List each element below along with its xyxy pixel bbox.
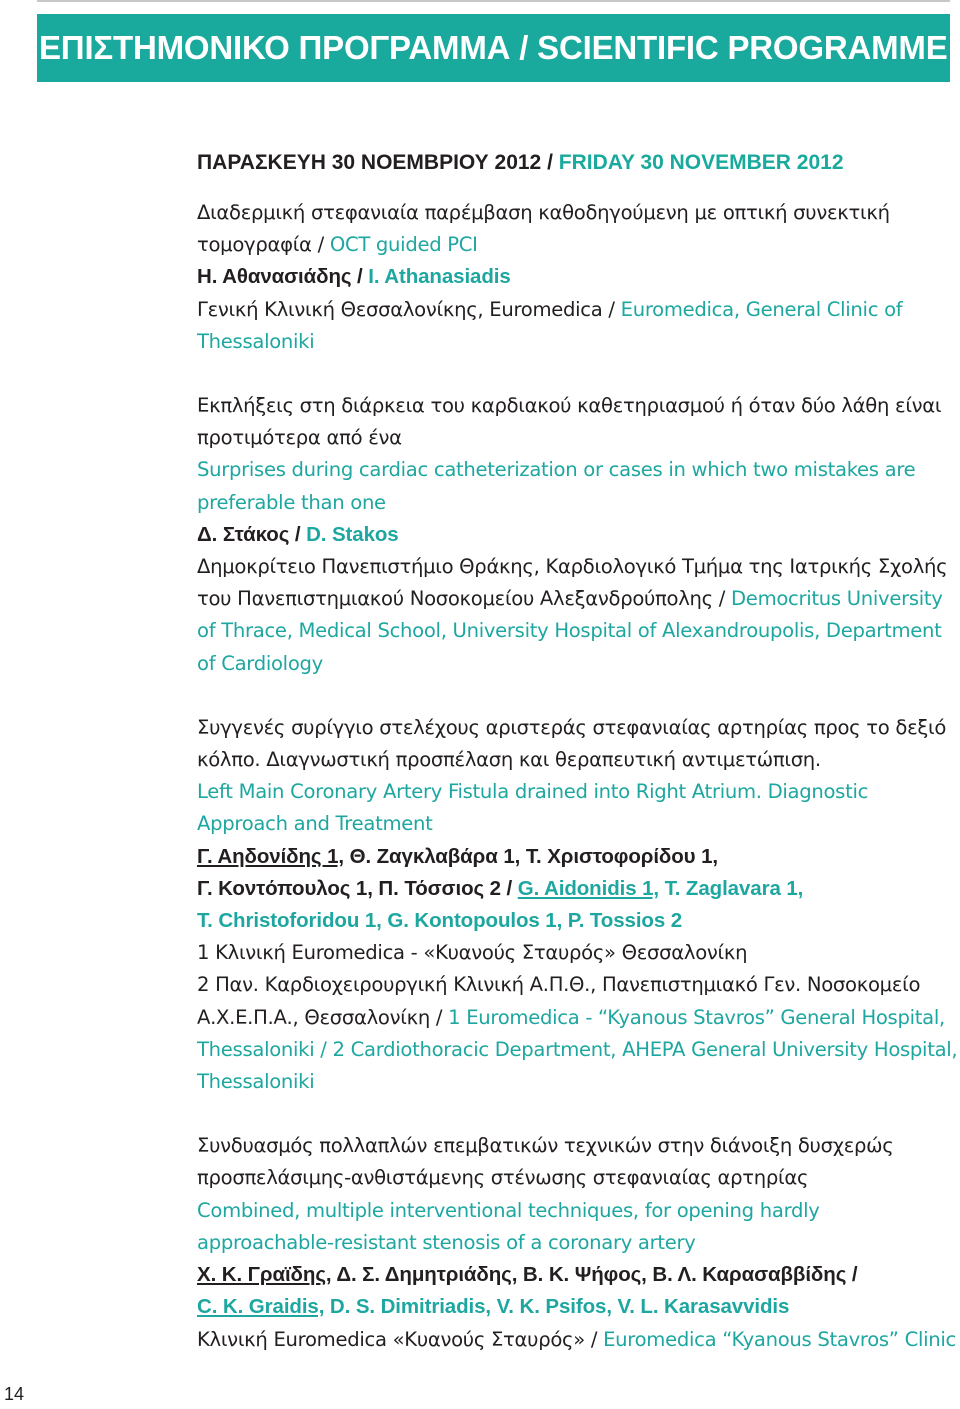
authors-en: D. Stakos [306, 522, 399, 546]
talk-4 [197, 1130, 956, 1355]
talk-title-gr: Συγγενές συρίγγιο στελέχους αριστεράς στεφανιαίας αρτηρίας προς το δεξιό [197, 715, 947, 739]
affiliation-gr: Γενική Κλινική Θεσσαλονίκης, Euromedica / [197, 297, 615, 321]
section-banner [37, 14, 950, 82]
authors-en: T. Christoforidou 1, G. Kontopoulos 1, P. Tossios 2 [197, 909, 683, 933]
talk-title-en: Left Main Coronary Artery Fistula drained into Right Atrium. Diagnostic [197, 780, 869, 804]
affiliation-gr: Δημοκρίτειο Πανεπιστήμιο Θράκης, Καρδιολογικό Τμήμα της Ιατρικής Σχολής [197, 555, 948, 579]
affiliation-gr: 1 Κλινική Euromedica - «Κυανούς Σταυρός» Θεσσαλονίκη [197, 941, 748, 965]
talk-title-en: approachable-resistant stenosis of a coronary artery [197, 1230, 696, 1254]
talk-authors [197, 1291, 949, 1323]
authors-en: D. S. Dimitriadis, V. K. Psifos, V. L. Karasavvidis [324, 1295, 790, 1319]
authors-gr: Δ. Στάκος / [197, 522, 307, 546]
talk-title-en: preferable than one [197, 490, 386, 514]
talk-title-gr: Διαδερμική στεφανιαία παρέμβαση καθοδηγούμενη με οπτική συνεκτική [197, 201, 890, 224]
authors-gr: Γ. Κοντόπουλος 1, Π. Τόσσιος 2 / [197, 876, 518, 900]
affiliation-en: Thessaloniki [197, 329, 315, 353]
talk-authors [197, 519, 949, 551]
affiliation-gr: Κλινική Euromedica «Κυανούς Σταυρός» / [197, 1327, 598, 1351]
affiliation-en: of Thrace, Medical School, University Hospital of Alexandroupolis, Department [197, 619, 942, 643]
talk-title-en: Approach and Treatment [197, 812, 433, 836]
affiliation-en: Euromedica “Kyanous Stavros” Clinic [597, 1327, 956, 1351]
authors-en: T. Zaglavara 1, [659, 876, 804, 900]
affiliation-gr: του Πανεπιστημιακού Νοσοκομείου Αλεξανδρούπολης / [197, 587, 726, 611]
author-underlined: G. Aidonidis 1, [517, 876, 659, 900]
talk-authors [197, 873, 949, 905]
affiliation-en: 1 Euromedica - “Kyanous Stavros” General Hospital, [442, 1005, 945, 1029]
authors-gr: Δ. Σ. Δημητριάδης, Β. Κ. Ψήφος, Β. Λ. Καρασαββίδης / [331, 1263, 858, 1287]
talk-title-gr: κόλπο. Διαγνωστική προσπέλαση και θεραπευτική αντιμετώπιση. [197, 748, 821, 772]
day-heading [197, 147, 949, 179]
banner-title: ΕΠΙΣΤΗΜΟΝΙΚΟ ΠΡΟΓΡΑΜΜΑ / SCIENTIFIC PROGRAMME [39, 29, 948, 66]
talk-3 [197, 712, 958, 1098]
author-underlined: Χ. Κ. Γραϊδης, [197, 1263, 332, 1287]
talk-affiliation [197, 1324, 956, 1356]
top-rule [37, 0, 950, 2]
affiliation-en: Democritus University [725, 587, 943, 611]
talk-affiliation [197, 294, 949, 326]
talk-title-gr: Συνδυασμός πολλαπλών επεμβατικών τεχνικών στην διάνοιξη δυσχερώς [197, 1134, 894, 1158]
talk-authors [197, 1259, 949, 1291]
talk-2 [197, 390, 949, 680]
talk-title-en: Surprises during cardiac catheterization or cases in which two mistakes are [197, 458, 916, 482]
talk-title [197, 229, 949, 261]
day-heading-en: FRIDAY 30 NOVEMBER 2012 [552, 151, 844, 174]
affiliation-gr: Α.Χ.Ε.Π.Α., Θεσσαλονίκη / [197, 1005, 443, 1029]
page-number: 14 [4, 1384, 25, 1404]
day-heading-gr: ΠΑΡΑΣΚΕΥΗ 30 ΝΟΕΜΒΡΙΟΥ 2012 / [197, 151, 553, 174]
affiliation-gr: 2 Παν. Καρδιοχειρουργική Κλινική Α.Π.Θ., Πανεπιστημιακό Γεν. Νοσοκομείο [197, 973, 921, 997]
affiliation-en: Euromedica, General Clinic of [614, 297, 903, 321]
talk-authors [197, 261, 949, 293]
talk-title-en: OCT guided PCI [323, 233, 478, 257]
talk-affiliation [197, 583, 949, 615]
talk-authors [197, 841, 949, 873]
author-underlined: Γ. Αηδονίδης 1, [197, 844, 344, 868]
affiliation-en: Thessaloniki [197, 1070, 315, 1094]
talk-title-gr: προσπελάσιμης-ανθιστάμενης στένωσης στεφανιαίας αρτηρίας [197, 1166, 809, 1190]
talk-affiliation [197, 1002, 949, 1034]
talk-title-gr: τομογραφία / [197, 233, 324, 257]
affiliation-en: Thessaloniki / 2 Cardiothoracic Department, AHEPA General University Hospital, [197, 1037, 958, 1061]
talk-title-gr: Εκπλήξεις στη διάρκεια του καρδιακού καθετηριασμού ή όταν δύο λάθη είναι [197, 394, 942, 418]
authors-gr: Θ. Ζαγκλαβάρα 1, Τ. Χριστοφορίδου 1, [344, 844, 719, 868]
authors-gr: Η. Αθανασιάδης / [197, 265, 369, 289]
affiliation-en: of Cardiology [197, 651, 323, 675]
talk-1 [197, 197, 949, 358]
talk-title-en: Combined, multiple interventional techniques, for opening hardly [197, 1198, 820, 1222]
author-underlined: C. K. Graidis, [197, 1295, 325, 1319]
talk-title-gr: προτιμότερα από ένα [197, 426, 402, 450]
programme-content [197, 147, 958, 1388]
authors-en: I. Athanasiadis [368, 265, 511, 289]
